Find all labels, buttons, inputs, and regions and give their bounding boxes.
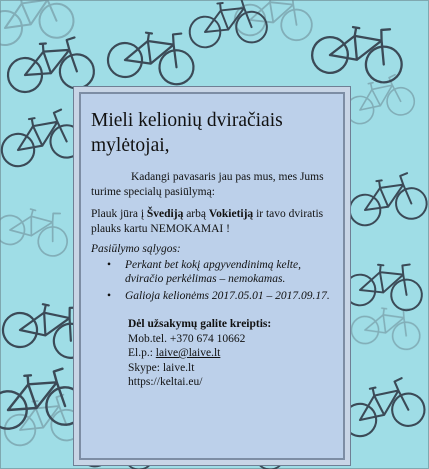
condition-item — [107, 258, 336, 287]
conditions-list — [91, 258, 336, 304]
condition-text: Galioja kelionėms 2017.05.01 – 2017.09.17. — [125, 289, 330, 302]
conditions-title: Pasiūlymo sąlygos: — [91, 243, 181, 255]
bicycle-icon — [187, 0, 269, 49]
country-sweden: Švediją — [146, 208, 184, 220]
offer-text-part: arbą — [183, 208, 209, 220]
contact-heading: Dėl užsakymų galite kreiptis: — [128, 318, 272, 330]
bullet-dot-icon: • — [107, 289, 112, 302]
bicycle-icon — [346, 171, 429, 227]
bicycle-icon — [343, 258, 425, 312]
contact-block — [91, 317, 336, 390]
email-link[interactable]: laive@laive.lt — [155, 347, 221, 359]
condition-text: Perkant bet kokį apgyvendinimą kelte, dviračio perkėlimas – nemokamas. — [125, 258, 301, 285]
website-link[interactable]: https://keltai.eu/ — [128, 376, 203, 388]
offer-text — [91, 207, 336, 236]
condition-item — [107, 289, 336, 304]
bullet-dot-icon: • — [107, 258, 112, 271]
bicycle-icon — [309, 17, 407, 85]
bicycle-icon — [6, 36, 95, 93]
promo-content — [91, 108, 336, 390]
bicycle-icon — [106, 24, 198, 86]
promo-title: Mieli kelionių dviračiais mylėtojai, — [91, 110, 283, 156]
country-germany: Vokietiją — [208, 208, 254, 220]
offer-text-part: Plauk jūra į — [91, 208, 147, 220]
intro-text: Kadangi pavasaris jau pas mus, mes Jums turime specialų pasiūlymą: — [91, 171, 324, 198]
contact-phone: Mob.tel. +370 674 10662 — [128, 332, 246, 345]
email-label: El.p.: — [128, 347, 156, 359]
contact-skype: Skype: laive.lt — [128, 361, 195, 374]
contact-email-line — [128, 346, 336, 361]
offer-text-part: ir tavo dviratis plauks kartu NEMOKAMAI ! — [91, 208, 324, 235]
